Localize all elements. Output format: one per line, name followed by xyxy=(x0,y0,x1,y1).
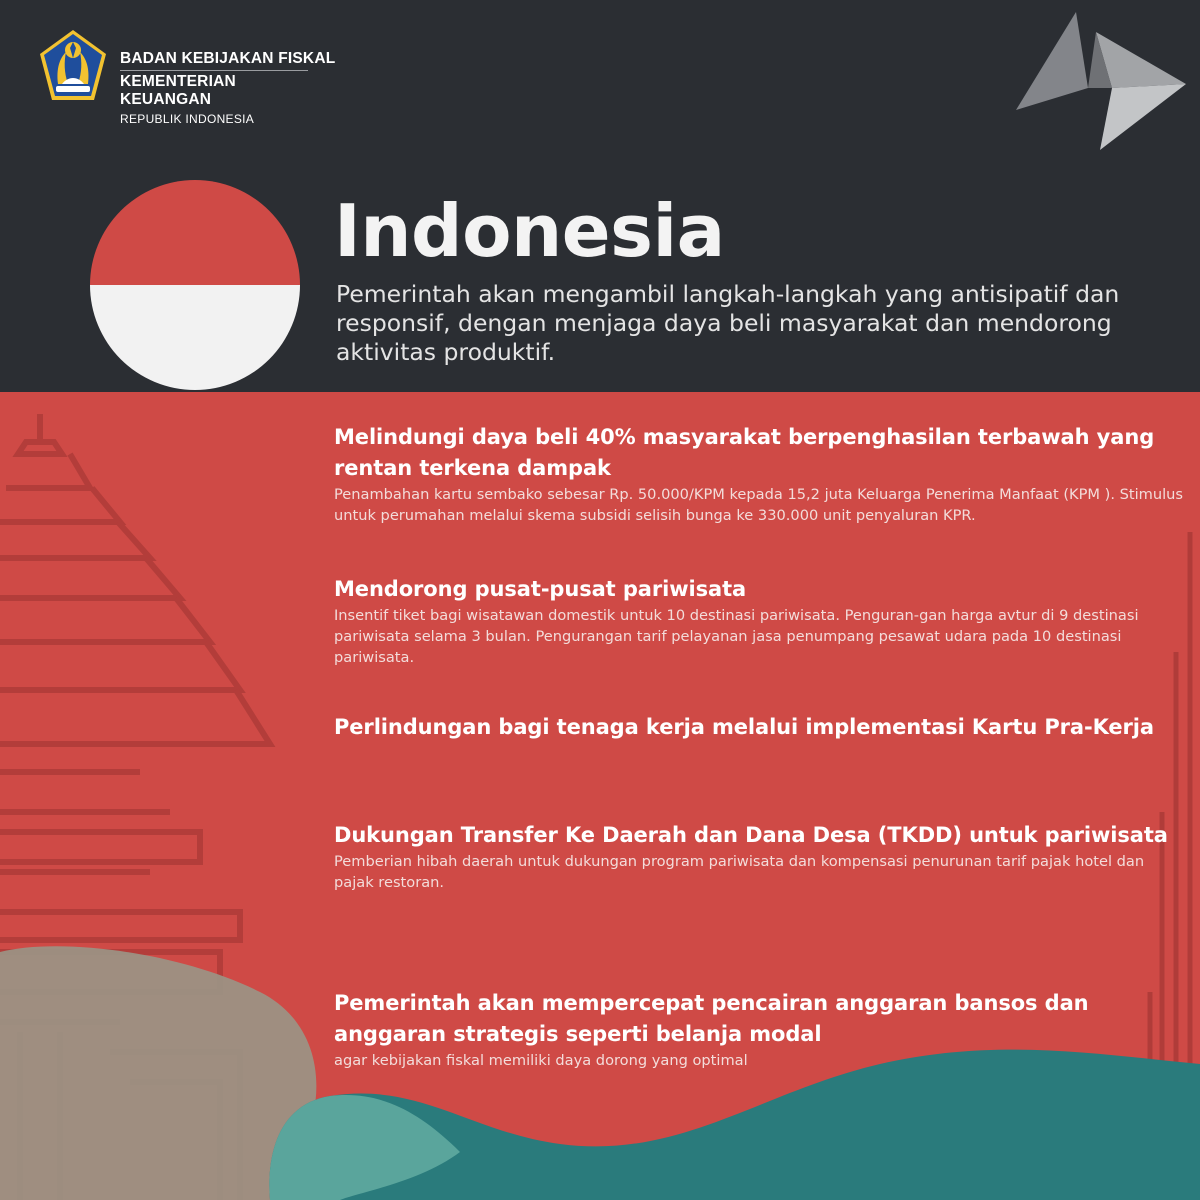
item-title: Dukungan Transfer Ke Daerah dan Dana Desa (TKDD) untuk pariwisata xyxy=(334,823,1168,847)
intro-text: Pemerintah akan mengambil langkah-langkah yang antisipatif dan responsif, dengan menjaga daya beli masyarakat dan mendorong aktivitas produktif. xyxy=(336,280,1120,366)
list-item xyxy=(334,820,1184,893)
flag-red-half xyxy=(90,180,300,285)
page-title: Indonesia xyxy=(334,189,725,273)
content-section xyxy=(0,392,1200,1200)
list-item xyxy=(334,422,1184,526)
item-title: Mendorong pusat-pusat pariwisata xyxy=(334,577,747,601)
org-name-block xyxy=(120,50,335,127)
item-body: Insentif tiket bagi wisatawan domestik untuk 10 destinasi pariwisata. Penguran-gan harga avtur di 9 destinasi pariwisata selama 3 bulan. Pengurangan tarif pelayanan jasa penumpang pesawat udara pada 10 destinasi pariwisata. xyxy=(334,607,1139,666)
org-name-line3: REPUBLIK INDONESIA xyxy=(120,112,255,126)
list-item xyxy=(334,712,1184,743)
list-item xyxy=(334,574,1184,668)
item-title: Perlindungan bagi tenaga kerja melalui implementasi Kartu Pra-Kerja xyxy=(334,715,1154,739)
list-item xyxy=(334,988,1184,1071)
abstract-arrow-icon xyxy=(1016,12,1186,152)
header-section xyxy=(0,0,1200,392)
org-name-line2: KEMENTERIAN KEUANGAN xyxy=(120,70,308,109)
indonesia-flag-icon xyxy=(90,180,300,390)
org-name-line1: BADAN KEBIJAKAN FISKAL xyxy=(120,50,336,67)
item-body: Penambahan kartu sembako sebesar Rp. 50.000/KPM kepada 15,2 juta Keluarga Penerima Manfaat (KPM ). Stimulus untuk perumahan melalui skema subsidi selisih bunga ke 330.000 unit penyaluran KPR. xyxy=(334,486,1184,524)
item-title: Pemerintah akan mempercepat pencairan anggaran bansos dan anggaran strategis seperti belanja modal xyxy=(334,991,1089,1046)
item-body: agar kebijakan fiskal memiliki daya dorong yang optimal xyxy=(334,1052,748,1069)
item-title: Melindungi daya beli 40% masyarakat berpenghasilan terbawah yang rentan terkena dampak xyxy=(334,425,1155,480)
item-body: Pemberian hibah daerah untuk dukungan program pariwisata dan kompensasi penurunan tarif pajak hotel dan pajak restoran. xyxy=(334,853,1145,891)
flag-white-half xyxy=(90,285,300,390)
kemenkeu-emblem-icon xyxy=(38,28,108,102)
